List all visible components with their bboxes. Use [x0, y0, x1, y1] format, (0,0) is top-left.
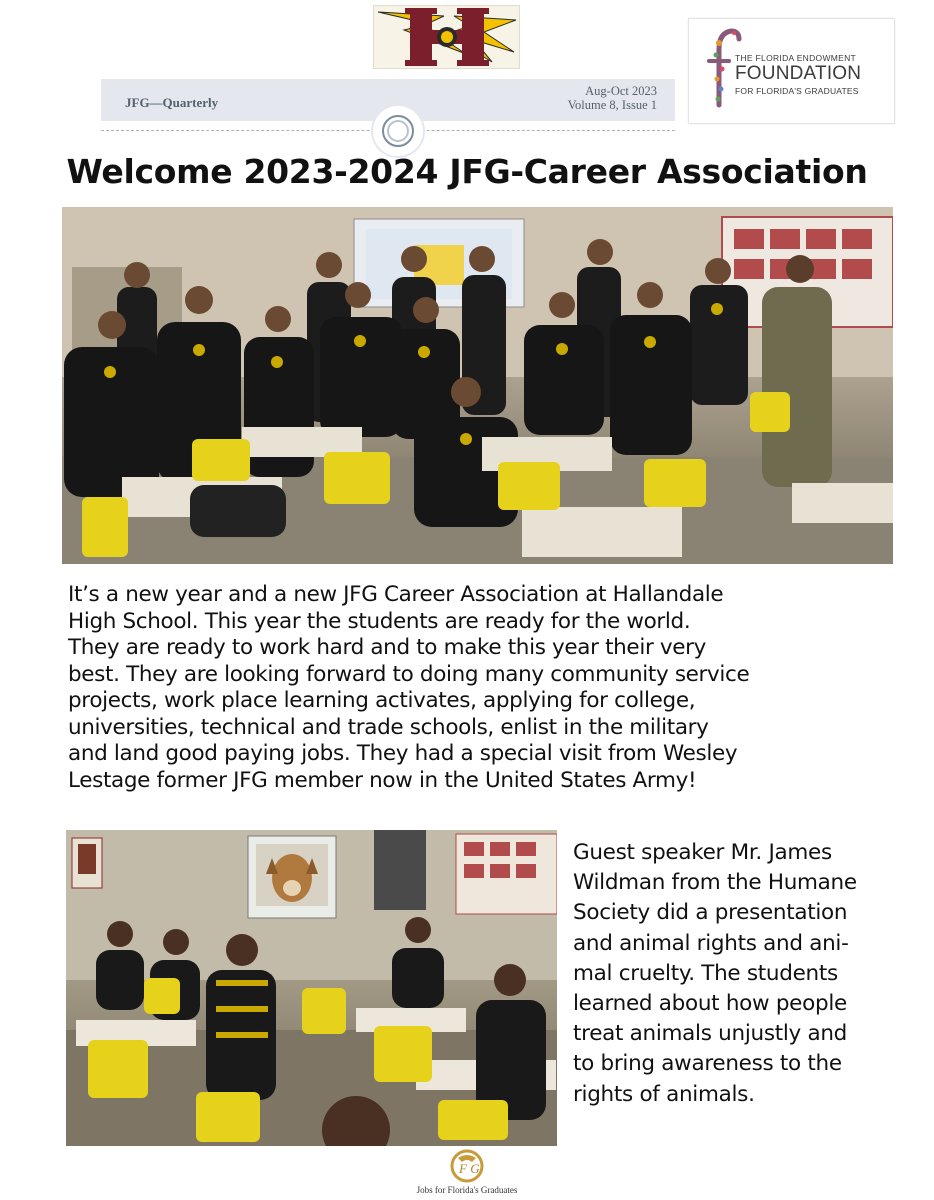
issue-volume: Volume 8, Issue 1 [567, 98, 657, 112]
guest-line: learned about how people [573, 991, 847, 1017]
guest-line: mal cruelty. The students [573, 960, 838, 986]
footer-caption: Jobs for Florida's Graduates [416, 1185, 518, 1195]
intro-line: best. They are looking forward to doing many community service [68, 661, 750, 687]
intro-line: They are ready to work hard and to make this year their very [68, 635, 707, 660]
foundation-line-1: THE FLORIDA ENDOWMENT [735, 53, 857, 63]
intro-line: projects, work place learning activates, applying for college, [68, 688, 696, 713]
intro-paragraph [68, 582, 898, 794]
issue-info [568, 84, 657, 112]
intro-line: and land good paying jobs. They had a special visit from Wesley [68, 741, 738, 766]
guest-speaker-paragraph [573, 838, 918, 1110]
school-logo [373, 5, 520, 69]
intro-line: It’s a new year and a new JFG Career Association at Hallandale [68, 582, 724, 607]
banner-ornament-icon [371, 104, 425, 158]
intro-line: universities, technical and trade schools, enlist in the military [68, 714, 709, 740]
foundation-logo [688, 18, 895, 124]
intro-line: Lestage former JFG member now in the United States Army! [68, 767, 697, 793]
guest-line: Wildman from the Humane [573, 870, 857, 896]
svg-text:F G: F G [459, 1161, 480, 1176]
guest-line: Society did a presentation [573, 900, 848, 926]
classroom-photo [66, 830, 557, 1146]
page-title: Welcome 2023-2024 JFG-Career Association [66, 152, 868, 191]
guest-line: and animal rights and ani- [573, 930, 849, 956]
issue-date: Aug-Oct 2023 [585, 84, 657, 98]
guest-line: treat animals unjustly and [573, 1021, 848, 1047]
intro-line: High School. This year the students are ready for the world. [68, 608, 691, 634]
group-photo [62, 207, 893, 564]
foundation-line-3: FOR FLORIDA'S GRADUATES [735, 86, 859, 96]
foundation-line-2: FOUNDATION [735, 63, 862, 84]
guest-line: rights of animals. [573, 1081, 755, 1107]
guest-line: Guest speaker Mr. James [573, 840, 832, 865]
newsletter-name: JFG—Quarterly [125, 95, 219, 110]
guest-line: to bring awareness to the [573, 1051, 842, 1077]
jfg-logo-icon [428, 1148, 506, 1188]
